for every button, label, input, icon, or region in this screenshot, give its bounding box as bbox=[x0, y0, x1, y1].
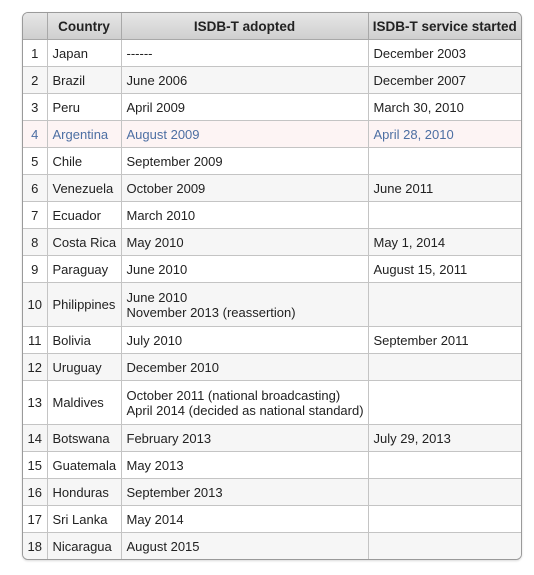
adopted-line: April 2009 bbox=[126, 99, 186, 115]
country-cell: Costa Rica bbox=[47, 229, 121, 256]
adopted-cell bbox=[121, 283, 368, 327]
row-number-cell: 9 bbox=[23, 256, 47, 283]
country-cell: Argentina bbox=[47, 121, 121, 148]
header-row bbox=[23, 13, 521, 40]
column-header-country[interactable]: Country bbox=[47, 13, 121, 40]
adopted-cell bbox=[121, 256, 368, 283]
table-row bbox=[23, 354, 521, 381]
row-number-cell: 3 bbox=[23, 94, 47, 121]
adopted-cell bbox=[121, 121, 368, 148]
country-cell: Ecuador bbox=[47, 202, 121, 229]
service-started-cell: June 2011 bbox=[368, 175, 521, 202]
column-header-service-started[interactable]: ISDB-T service started bbox=[368, 13, 521, 40]
table-row bbox=[23, 40, 521, 67]
adopted-cell bbox=[121, 94, 368, 121]
adopted-line: June 2006 bbox=[126, 72, 188, 88]
service-started-cell bbox=[368, 452, 521, 479]
adopted-line: December 2010 bbox=[126, 359, 219, 375]
table-row bbox=[23, 533, 521, 560]
adopted-line: March 2010 bbox=[126, 207, 196, 223]
country-cell: Philippines bbox=[47, 283, 121, 327]
table-row bbox=[23, 256, 521, 283]
service-started-cell: September 2011 bbox=[368, 327, 521, 354]
service-started-cell: December 2003 bbox=[368, 40, 521, 67]
row-number-cell: 8 bbox=[23, 229, 47, 256]
country-cell: Brazil bbox=[47, 67, 121, 94]
adopted-cell bbox=[121, 479, 368, 506]
row-number-cell: 6 bbox=[23, 175, 47, 202]
adopted-cell bbox=[121, 67, 368, 94]
adopted-line: May 2013 bbox=[126, 457, 184, 473]
service-started-cell bbox=[368, 533, 521, 560]
row-number-cell: 15 bbox=[23, 452, 47, 479]
table-row bbox=[23, 175, 521, 202]
country-cell: Peru bbox=[47, 94, 121, 121]
table-row bbox=[23, 229, 521, 256]
table-row bbox=[23, 452, 521, 479]
country-cell: Japan bbox=[47, 40, 121, 67]
adopted-line: June 2010 bbox=[126, 261, 188, 277]
service-started-cell: July 29, 2013 bbox=[368, 425, 521, 452]
adopted-cell bbox=[121, 506, 368, 533]
table-body bbox=[23, 40, 521, 560]
row-number-cell: 16 bbox=[23, 479, 47, 506]
service-started-cell bbox=[368, 148, 521, 175]
row-number-cell: 5 bbox=[23, 148, 47, 175]
table-row bbox=[23, 67, 521, 94]
adopted-cell bbox=[121, 202, 368, 229]
adopted-cell bbox=[121, 148, 368, 175]
country-cell: Honduras bbox=[47, 479, 121, 506]
adopted-line: August 2015 bbox=[126, 538, 200, 554]
country-cell: Venezuela bbox=[47, 175, 121, 202]
adopted-cell bbox=[121, 354, 368, 381]
country-cell: Bolivia bbox=[47, 327, 121, 354]
column-header-index[interactable] bbox=[23, 13, 47, 40]
adopted-line: October 2009 bbox=[126, 180, 206, 196]
service-started-cell bbox=[368, 506, 521, 533]
service-started-cell: August 15, 2011 bbox=[368, 256, 521, 283]
adopted-line: November 2013 (reassertion) bbox=[126, 304, 296, 320]
row-number-cell: 10 bbox=[23, 283, 47, 327]
row-number-cell: 18 bbox=[23, 533, 47, 560]
adopted-cell bbox=[121, 452, 368, 479]
adopted-cell bbox=[121, 40, 368, 67]
adopted-line: July 2010 bbox=[126, 332, 183, 348]
adopted-cell bbox=[121, 425, 368, 452]
adopted-line: October 2011 (national broadcasting) bbox=[126, 387, 341, 403]
row-number-cell: 7 bbox=[23, 202, 47, 229]
adopted-line: May 2010 bbox=[126, 234, 184, 250]
row-number-cell: 17 bbox=[23, 506, 47, 533]
service-started-cell: April 28, 2010 bbox=[368, 121, 521, 148]
service-started-cell bbox=[368, 283, 521, 327]
row-number-cell: 14 bbox=[23, 425, 47, 452]
column-header-adopted[interactable]: ISDB-T adopted bbox=[121, 13, 368, 40]
adopted-cell bbox=[121, 327, 368, 354]
table-row bbox=[23, 283, 521, 327]
row-number-cell: 4 bbox=[23, 121, 47, 148]
adopted-cell bbox=[121, 533, 368, 560]
row-number-cell: 1 bbox=[23, 40, 47, 67]
adopted-line: May 2014 bbox=[126, 511, 184, 527]
row-number-cell: 11 bbox=[23, 327, 47, 354]
adopted-cell bbox=[121, 175, 368, 202]
table-row bbox=[23, 94, 521, 121]
country-cell: Paraguay bbox=[47, 256, 121, 283]
table-row bbox=[23, 479, 521, 506]
table-row bbox=[23, 506, 521, 533]
country-cell: Nicaragua bbox=[47, 533, 121, 560]
service-started-cell bbox=[368, 202, 521, 229]
adopted-line: September 2009 bbox=[126, 153, 223, 169]
adopted-line: ------ bbox=[126, 45, 153, 61]
table-row bbox=[23, 381, 521, 425]
country-cell: Guatemala bbox=[47, 452, 121, 479]
table-row bbox=[23, 148, 521, 175]
row-number-cell: 13 bbox=[23, 381, 47, 425]
adopted-cell bbox=[121, 229, 368, 256]
service-started-cell bbox=[368, 479, 521, 506]
service-started-cell bbox=[368, 381, 521, 425]
table-row bbox=[23, 202, 521, 229]
table-row bbox=[23, 121, 521, 148]
adopted-line: June 2010 bbox=[126, 289, 188, 305]
adopted-line: August 2009 bbox=[126, 126, 200, 142]
adopted-line: February 2013 bbox=[126, 430, 212, 446]
row-number-cell: 2 bbox=[23, 67, 47, 94]
service-started-cell: December 2007 bbox=[368, 67, 521, 94]
data-table bbox=[23, 13, 521, 559]
service-started-cell: March 30, 2010 bbox=[368, 94, 521, 121]
adopted-cell bbox=[121, 381, 368, 425]
table-row bbox=[23, 327, 521, 354]
row-number-cell: 12 bbox=[23, 354, 47, 381]
country-cell: Chile bbox=[47, 148, 121, 175]
service-started-cell bbox=[368, 354, 521, 381]
table-row bbox=[23, 425, 521, 452]
isdbt-adoption-table bbox=[22, 12, 522, 560]
adopted-line: September 2013 bbox=[126, 484, 223, 500]
country-cell: Sri Lanka bbox=[47, 506, 121, 533]
country-cell: Botswana bbox=[47, 425, 121, 452]
country-cell: Maldives bbox=[47, 381, 121, 425]
adopted-line: April 2014 (decided as national standard) bbox=[126, 402, 364, 418]
country-cell: Uruguay bbox=[47, 354, 121, 381]
service-started-cell: May 1, 2014 bbox=[368, 229, 521, 256]
